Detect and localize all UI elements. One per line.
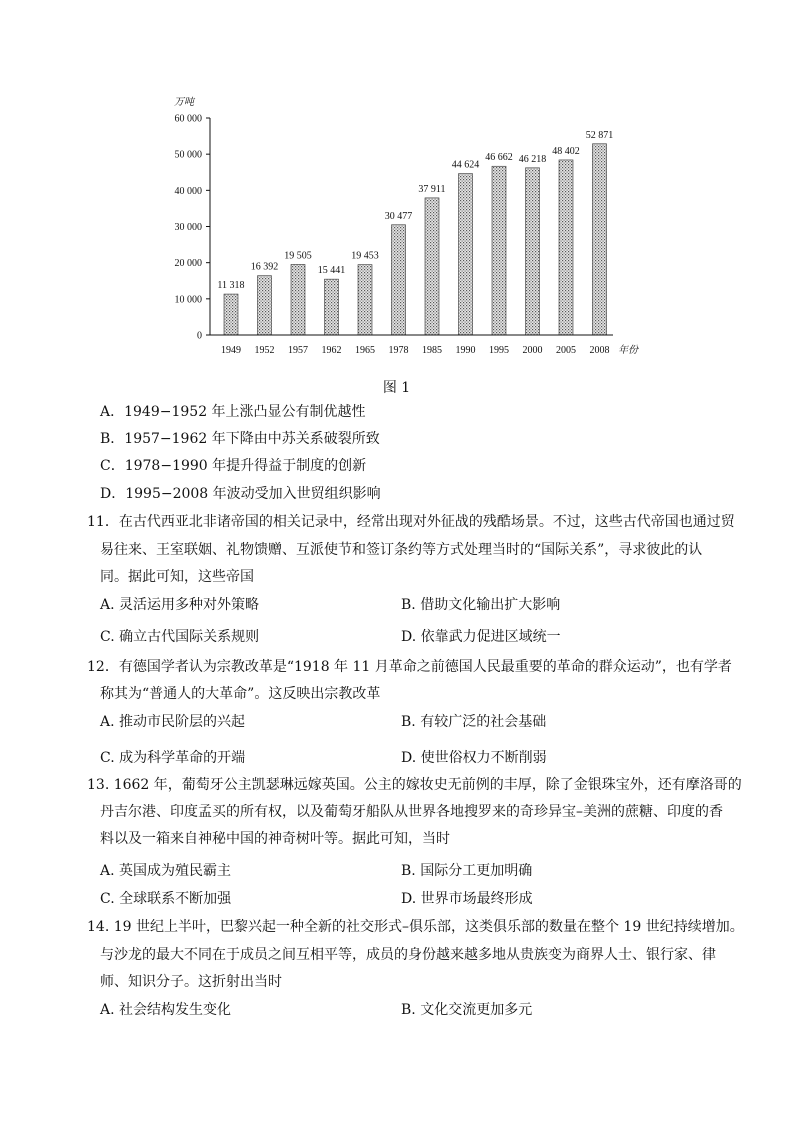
q13-option-d: D. 世界市场最终形成 xyxy=(401,891,533,907)
q10-option-b: B．1957−1962 年下降由中苏关系破裂所致 xyxy=(100,431,380,447)
x-tick-label: 2008 xyxy=(589,345,610,356)
bar-1990 xyxy=(459,174,473,335)
q12-option-b: B. 有较广泛的社会基础 xyxy=(401,714,547,730)
q12-stem-line-2: 称其为“普通人的大革命”。这反映出宗教改革 xyxy=(100,686,381,702)
bar-value-label: 44 624 xyxy=(451,159,480,171)
bar-value-label: 30 477 xyxy=(384,210,413,222)
q13-stem-line-2: 丹吉尔港、印度孟买的所有权，以及葡萄牙船队从世界各地搜罗来的奇珍异宝–美洲的蔗糖、印度的香 xyxy=(100,804,723,820)
bar-value-label: 16 392 xyxy=(250,261,279,273)
y-tick-label: 10 000 xyxy=(174,294,202,306)
figure-caption: 图 1 xyxy=(382,380,411,396)
bar-value-label: 37 911 xyxy=(418,183,446,195)
x-tick-label: 1995 xyxy=(489,345,509,356)
q12-option-a: A. 推动市民阶层的兴起 xyxy=(100,714,246,730)
q12-stem-line-1: 12．有德国学者认为宗教改革是“1918 年 11 月革命之前德国人民最重要的革命的群众运动”，也有学者 xyxy=(87,659,732,675)
y-tick-label: 60 000 xyxy=(174,113,202,125)
y-tick-label: 30 000 xyxy=(174,222,202,233)
bar-1952 xyxy=(258,276,272,335)
y-axis-unit-label: 万吨 xyxy=(174,97,194,108)
x-axis-unit-label: 年份 xyxy=(618,345,638,356)
q14-option-b: B. 文化交流更加多元 xyxy=(401,1002,533,1018)
q13-option-a: A. 英国成为殖民霸主 xyxy=(100,863,232,879)
bar-value-label: 46 662 xyxy=(485,152,513,164)
bar-2008 xyxy=(593,144,607,335)
q11-option-a: A. 灵活运用多种对外策略 xyxy=(100,597,260,613)
bar-1962 xyxy=(325,279,339,335)
bar-1995 xyxy=(492,166,506,335)
q14-stem-line-1: 14. 19 世纪上半叶，巴黎兴起一种全新的社交形式–俱乐部，这类俱乐部的数量在整个 19 世纪持续增加。 xyxy=(87,919,744,935)
q14-stem-line-2: 与沙龙的最大不同在于成员之间互相平等，成员的身份越来越多地从贵族变为商界人士、银行家、律 xyxy=(100,947,716,963)
x-tick-label: 1965 xyxy=(355,345,375,356)
x-tick-label: 1949 xyxy=(221,345,241,356)
bar-value-label: 52 871 xyxy=(585,129,614,141)
q10-option-a: A．1949−1952 年上涨凸显公有制优越性 xyxy=(100,404,366,420)
bar-value-label: 48 402 xyxy=(552,145,580,157)
q14-stem-line-3: 师、知识分子。这折射出当时 xyxy=(100,974,282,990)
y-tick-label: 0 xyxy=(197,330,202,342)
bar-2000 xyxy=(526,168,540,335)
q12-option-c: C. 成为科学革命的开端 xyxy=(100,750,246,766)
q12-option-d: D. 使世俗权力不断削弱 xyxy=(401,750,547,766)
bar-chart xyxy=(160,92,640,362)
bar-1965 xyxy=(358,265,372,335)
q14-option-a: A. 社会结构发生变化 xyxy=(100,1002,232,1018)
q11-option-d: D. 依靠武力促进区域统一 xyxy=(401,629,561,645)
q11-option-b: B. 借助文化输出扩大影响 xyxy=(401,597,561,613)
x-tick-label: 2000 xyxy=(522,345,543,356)
q10-option-d: D．1995−2008 年波动受加入世贸组织影响 xyxy=(100,486,381,502)
q11-stem-line-1: 11．在古代西亚北非诸帝国的相关记录中，经常出现对外征战的残酷场景。不过，这些古代帝国也通过贸 xyxy=(87,514,735,530)
x-tick-label: 2005 xyxy=(556,345,576,356)
bar-1978 xyxy=(392,225,406,335)
bar-2005 xyxy=(559,160,573,335)
y-tick-label: 40 000 xyxy=(174,185,202,197)
bar-value-label: 11 318 xyxy=(217,280,245,292)
q13-stem-line-1: 13. 1662 年，葡萄牙公主凯瑟琳远嫁英国。公主的嫁妆史无前例的丰厚，除了金银珠宝外，还有摩洛哥的 xyxy=(87,777,742,793)
q13-option-c: C. 全球联系不断加强 xyxy=(100,891,232,907)
x-tick-label: 1990 xyxy=(455,345,476,356)
x-tick-label: 1978 xyxy=(388,345,409,356)
bar-value-label: 19 453 xyxy=(351,250,379,262)
x-tick-label: 1985 xyxy=(422,345,442,356)
bar-1949 xyxy=(224,294,238,335)
x-tick-label: 1962 xyxy=(321,345,342,356)
y-tick-label: 50 000 xyxy=(174,149,202,161)
bar-1957 xyxy=(291,264,305,335)
bar-value-label: 15 441 xyxy=(317,265,346,277)
q11-option-c: C. 确立古代国际关系规则 xyxy=(100,629,260,645)
bar-value-label: 19 505 xyxy=(284,250,312,262)
bar-value-label: 46 218 xyxy=(518,153,547,165)
x-tick-label: 1957 xyxy=(288,345,308,356)
bar-1985 xyxy=(425,198,439,335)
q11-stem-line-2: 易往来、王室联姻、礼物馈赠、互派使节和签订条约等方式处理当时的“国际关系”，寻求彼此的认 xyxy=(100,542,703,558)
x-tick-label: 1952 xyxy=(254,345,275,356)
q13-option-b: B. 国际分工更加明确 xyxy=(401,863,533,879)
q10-option-c: C．1978−1990 年提升得益于制度的创新 xyxy=(100,458,367,474)
q11-stem-line-3: 同。据此可知，这些帝国 xyxy=(100,569,254,585)
q13-stem-line-3: 料以及一箱来自神秘中国的神奇树叶等。据此可知，当时 xyxy=(100,831,450,847)
y-tick-label: 20 000 xyxy=(174,258,202,270)
